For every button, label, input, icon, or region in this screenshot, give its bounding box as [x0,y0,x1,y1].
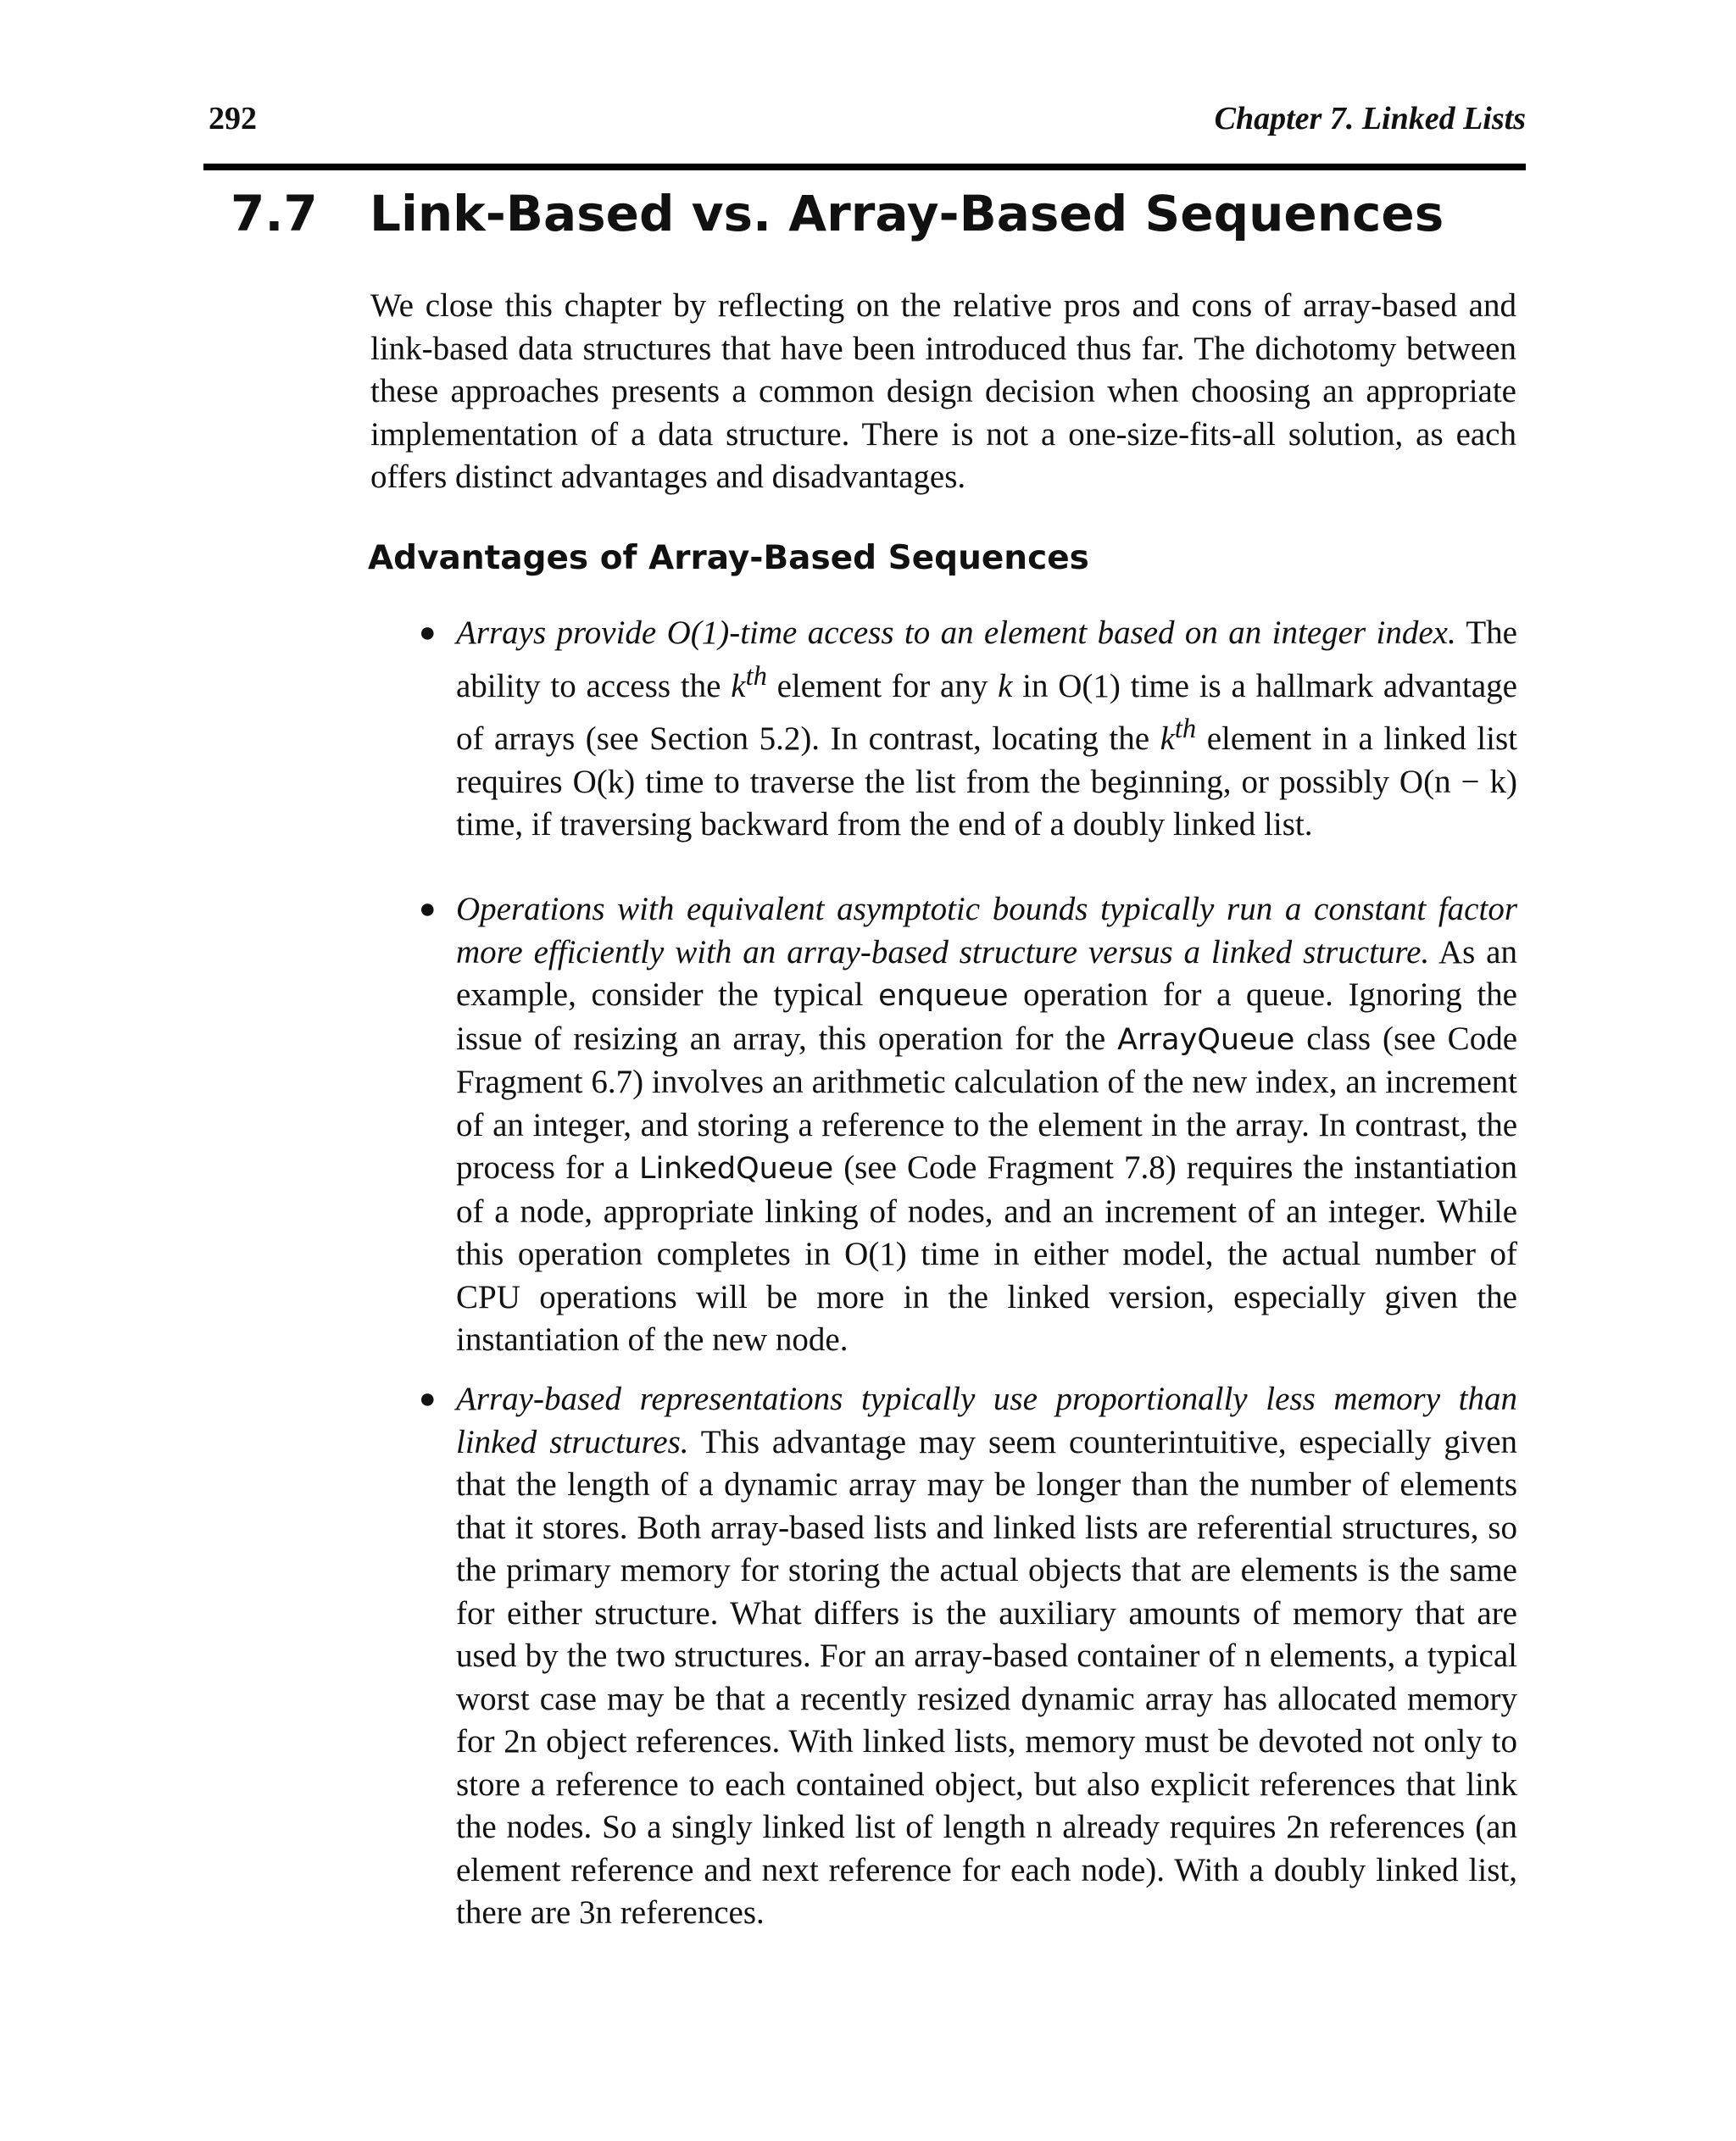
bullet-lead: Array-based representations typically use proportionally less memory than linked structures. [456,1381,1517,1460]
bullet-text: element for any [766,667,999,704]
bullet-icon: ● [419,1383,437,1415]
bullet-text: class (see Code Fragment 6.7) involves an arithmetic calculation of the new index, an increment of an integer, and storing a reference to the element in the array. In contrast, the process for a [456,1020,1517,1186]
bullet-lead: Operations with equivalent asymptotic bounds typically run a constant factor more efficiently with an array-based structure versus a linked structure. [456,891,1517,970]
code-term: LinkedQueue [638,1152,834,1186]
intro-paragraph: We close this chapter by reflecting on the relative pros and cons of array-based and link-based data structures that have been introduced thus far. The dichotomy between these approaches presents a common design decision when choosing an appropriate implementation of a data structure. There is not a one-size-fits-all solution, as each offers distinct advantages and disadvantages. [370,287,1516,495]
code-term: enqueue [878,979,1009,1013]
bullet-text: This advantage may seem counterintuitive, especially given that the length of a dynamic array may be longer than the number of elements that it stores. Both array-based lists and linked lists are referential structures, so the primary memory for storing the actual objects that are elements is the same for either structure. What differs is the auxiliary amounts of memory that are used by the two structures. For an array-based container of n elements, a typical worst case may be that a recently resized dynamic array has allocated memory for 2n object references. With linked lists, memory must be devoted not only to store a reference to each contained object, but also explicit references that link the nodes. So a singly linked list of length n already requires 2n references (an element reference and next reference for each node). With a doubly linked list, there are 3n references. [456,1423,1518,1931]
bullet-text: element in a linked list requires O(k) time to traverse the list from the beginning, or possibly O(n − k) time, if traversing backward from the end of a doubly linked list. [456,720,1517,842]
bullet-text: The ability to access the [456,614,1517,704]
math-k: k [731,667,746,704]
bullet-text: in O(1) time is a hallmark advantage of arrays (see Section 5.2). In contrast, locating the [456,667,1517,757]
bullet-lead: Arrays provide O(1)-time access to an element based on an integer index. [456,614,1456,651]
subsection-title: Advantages of Array-Based Sequences [368,539,1089,577]
bullet-text: As an example, consider the typical [456,933,1517,1013]
math-th: th [1174,714,1197,744]
list-item [419,612,1517,847]
page-number: 292 [209,101,257,136]
running-header [203,100,1526,142]
section-title: Link-Based vs. Array-Based Sequences [370,185,1444,242]
header-rule [203,164,1526,170]
math-th: th [745,660,767,692]
list-item [419,888,1517,1362]
chapter-title: Chapter 7. Linked Lists [1214,101,1526,136]
list-item [419,1378,1518,1935]
math-k: k [998,667,1013,704]
bullet-icon: ● [419,617,437,648]
section-number: 7.7 [231,185,318,242]
math-k: k [1160,720,1175,757]
bullet-text: operation for a queue. Ignoring the issue of resizing an array, this operation for the [456,976,1517,1057]
code-term: ArrayQueue [1117,1022,1295,1057]
bullet-text: (see Code Fragment 7.8) requires the instantiation of a node, appropriate linking of nodes, and an increment of an integer. While this operation completes in O(1) time in either model, the actual number of CPU operations will be more in the linked version, especially given the instantiation of the new node. [456,1149,1517,1358]
bullet-icon: ● [419,893,437,925]
